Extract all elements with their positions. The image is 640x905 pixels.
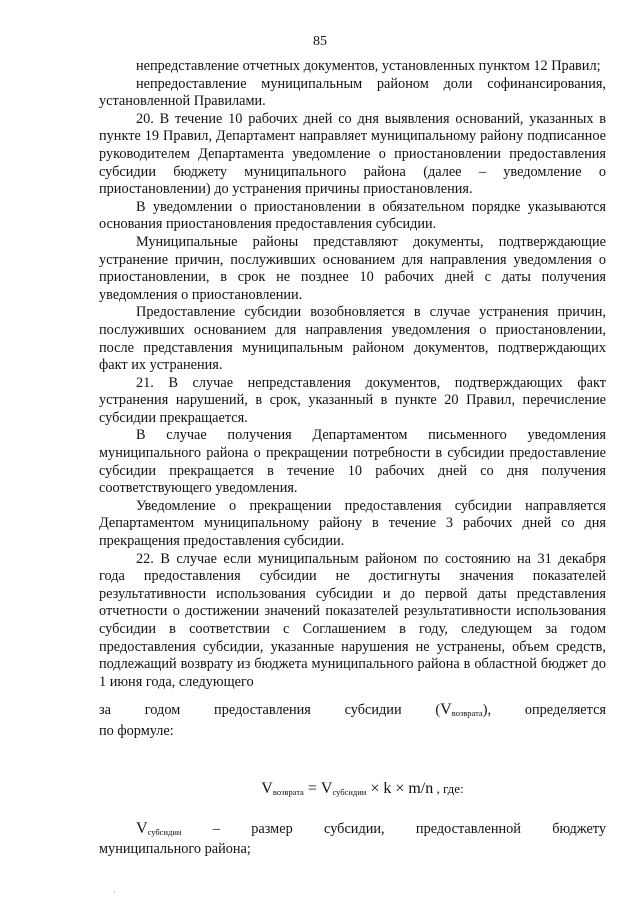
- paragraph: 22. В случае если муниципальным районом по состоянию на 31 декабря года предоставления субсидии не достигнуты значения показателей результативности использования субсидии и до первой даты представления отчетности о достижении значений показателей результативности использования субсидии в соответствии с Соглашением в году, следующем за годом предоставления субсидии, указанные нарушения не устранены, объем средств, подлежащий возврату из бюджета муниципального района в областной бюджет до 1 июня года, следующего: [99, 550, 606, 690]
- paragraph: 20. В течение 10 рабочих дней со дня выявления оснований, указанных в пункте 19 Правил, Департамент направляет муниципальному району подписанное руководителем Департамента уведомление о приостановлении предоставления субсидии бюджету муниципального района (далее – уведомление о приостановлении) до устранения причины приостановления.: [99, 110, 606, 198]
- formula-subscript: возврата: [451, 708, 483, 719]
- paragraph: Муниципальные районы представляют документы, подтверждающие устранение причин, послуживших основанием для направления уведомления о приостановлении, в срок не позднее 10 рабочих дней с даты получения уведомления о приостановлении.: [99, 233, 606, 303]
- formula-intro-end: по формуле:: [99, 722, 174, 739]
- paragraph: В уведомлении о приостановлении в обязательном порядке указываются основания приостановления предоставления субсидии.: [99, 198, 606, 233]
- scan-speck: ·: [113, 888, 116, 897]
- definition-line: $V_{субсидии}$ – размер субсидии, предоставленной бюджету: [136, 819, 606, 837]
- definition: [99, 820, 606, 859]
- formula: $V_{возврата} = V_{субсидии} \times k \times m/n$ , где:: [261, 779, 464, 797]
- paragraph: В случае получения Департаментом письменного уведомления муниципального района о прекращении потребности в субсидии предоставление субсидии прекращается в течение 10 рабочих дней со дня получения соответствующего уведомления.: [99, 427, 606, 497]
- page-number: 85: [313, 34, 327, 49]
- formula-intro-line: за годом предоставления субсидии $(V_{возврата})$, определяется: [99, 701, 606, 719]
- paragraph: непредставление отчетных документов, установленных пунктом 12 Правил;: [136, 58, 601, 74]
- paragraph: 21. В случае непредставления документов, подтверждающих факт устранения нарушений, в срок, указанный в пункте 20 Правил, перечисление субсидии прекращается.: [99, 374, 606, 426]
- formula-symbol: V: [440, 701, 452, 719]
- definition-end: муниципального района;: [99, 841, 251, 858]
- paragraph: Уведомление о прекращении предоставления субсидии направляется Департаментом муниципальному району в течение 3 рабочих дней со дня прекращения предоставления субсидии.: [99, 497, 606, 550]
- document-body: [99, 58, 606, 859]
- formula-intro: [99, 701, 606, 740]
- paragraph: непредоставление муниципальным районом доли софинансирования, установленной Правилами.: [99, 75, 606, 110]
- paragraph: Предоставление субсидии возобновляется в случае устранения причин, послуживших основанием для направления уведомления о приостановлении, после представления муниципальным районом документов, подтверждающих факт их устранения.: [99, 304, 606, 374]
